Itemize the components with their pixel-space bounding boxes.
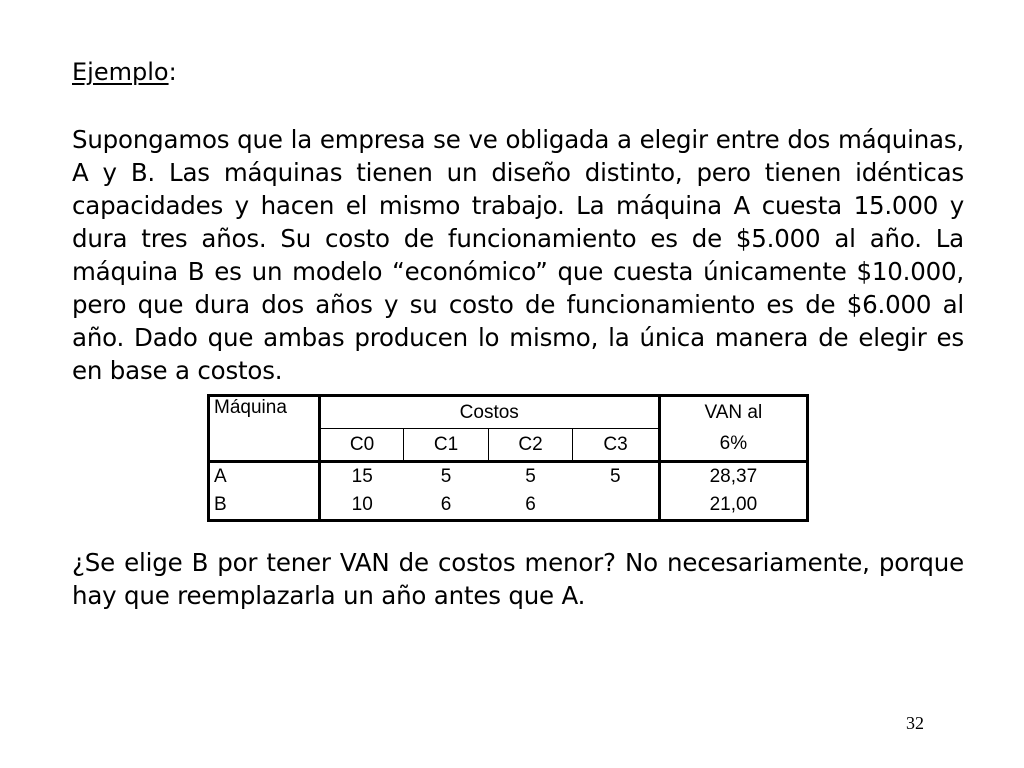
row-b-machine: B — [209, 491, 320, 521]
header-van-line2: 6% — [659, 429, 807, 462]
row-b-c0: 10 — [319, 491, 404, 521]
cost-comparison-table — [207, 394, 809, 522]
header-c2: C2 — [488, 429, 573, 462]
example-heading — [72, 58, 177, 86]
row-a-c1: 5 — [404, 462, 489, 492]
row-b-c2: 6 — [488, 491, 573, 521]
row-a-c2: 5 — [488, 462, 573, 492]
row-b-c3 — [573, 491, 660, 521]
row-a-c3: 5 — [573, 462, 660, 492]
conclusion-paragraph: ¿Se elige B por tener VAN de costos menor? No necesariamente, porque hay que reemplazarla un año antes que A. — [72, 548, 964, 610]
problem-statement-paragraph: Supongamos que la empresa se ve obligada a elegir entre dos máquinas, A y B. Las máquinas tienen un diseño distinto, pero tienen idénticas capacidades y hacen el mismo trabajo. La máquina A cuesta 15.000 y dura tres años. Su costo de funcionamiento es de $5.000 al año. La máquina B es un modelo “económico” que cuesta únicamente $10.000, pero que dura dos años y su costo de funcionamiento es de $6.000 al año. Dado que ambas producen lo mismo, la única manera de elegir es en base a costos. — [72, 125, 964, 385]
header-van-line1: VAN al — [659, 396, 807, 429]
row-a-van: 28,37 — [659, 462, 807, 492]
row-b-van: 21,00 — [659, 491, 807, 521]
row-b-c1: 6 — [404, 491, 489, 521]
row-a-machine: A — [209, 462, 320, 492]
table-row — [209, 491, 808, 521]
header-machine: Máquina — [209, 396, 320, 429]
table-header-row-1 — [209, 396, 808, 429]
header-c0: C0 — [319, 429, 404, 462]
table-header-row-2 — [209, 429, 808, 462]
header-machine-blank — [209, 429, 320, 462]
row-a-c0: 15 — [319, 462, 404, 492]
example-heading-label: Ejemplo — [72, 58, 169, 86]
example-heading-colon: : — [168, 58, 177, 86]
header-costs: Costos — [319, 396, 659, 429]
header-c3: C3 — [573, 429, 660, 462]
header-c1: C1 — [404, 429, 489, 462]
table-row — [209, 462, 808, 492]
page-number: 32 — [906, 713, 924, 733]
